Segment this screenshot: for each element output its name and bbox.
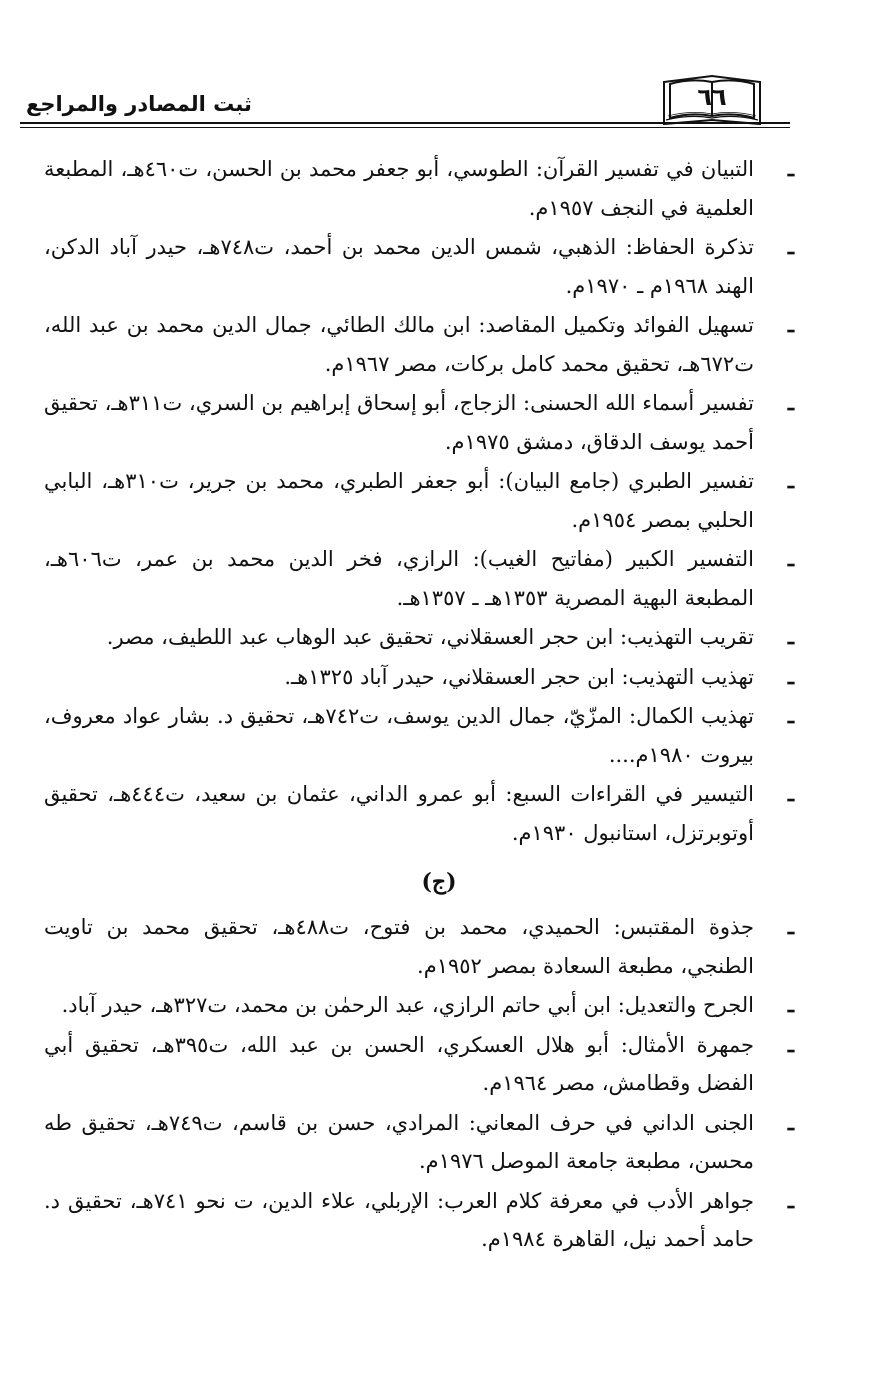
- entry-bullet: ـ: [787, 468, 794, 493]
- page-header: [20, 70, 790, 132]
- entry-bullet: ـ: [787, 156, 794, 181]
- header-rule-thin: [20, 127, 790, 128]
- bibliography-entry: [44, 775, 794, 852]
- entry-bullet: ـ: [787, 1031, 794, 1057]
- bibliography-entry: [44, 384, 794, 461]
- bibliography-entry: [44, 908, 794, 985]
- bibliography-entry: [44, 150, 794, 227]
- bibliography-entry: [44, 1026, 794, 1103]
- bibliography-entry: [44, 1104, 794, 1181]
- entry-bullet: ـ: [787, 624, 794, 649]
- entry-text: تقريب التهذيب: ابن حجر العسقلاني، تحقيق عبد الوهاب عبد اللطيف، مصر.: [106, 625, 754, 649]
- entry-text: تهذيب التهذيب: ابن حجر العسقلاني، حيدر آباد ١٣٢٥هـ.: [284, 664, 754, 689]
- entry-text: جواهر الأدب في معرفة كلام العرب: الإربلي، علاء الدين، ت نحو ٧٤١هـ، تحقيق د. حامد أحمد نيل، القاهرة ١٩٨٤م.: [44, 1188, 754, 1251]
- bibliography-list: [44, 150, 794, 1260]
- entry-bullet: ـ: [787, 390, 794, 415]
- entry-bullet: ـ: [787, 663, 794, 689]
- running-title: ثبت المصادر والمراجع: [26, 92, 252, 116]
- section-heading: (ج): [421, 869, 457, 895]
- bibliography-entry: [44, 306, 794, 383]
- bibliography-entry: [44, 986, 794, 1025]
- bibliography-entry: [44, 540, 794, 617]
- entry-text: التيسير في القراءات السبع: أبو عمرو الداني، عثمان بن سعيد، ت٤٤٤هـ، تحقيق أوتوبرتزل، استانبول ١٩٣٠م.: [44, 782, 754, 845]
- page-number: ٦٦: [697, 83, 727, 111]
- entry-text: الجرح والتعديل: ابن أبي حاتم الرازي، عبد الرحمٰن بن محمد، ت٣٢٧هـ، حيدر آباد.: [61, 993, 754, 1017]
- entry-text: تهذيب الكمال: المزّيّ، جمال الدين يوسف، ت٧٤٢هـ، تحقيق د. بشار عواد معروف، بيروت ١٩٨٠م....: [44, 704, 754, 767]
- entry-text: تذكرة الحفاظ: الذهبي، شمس الدين محمد بن أحمد، ت٧٤٨هـ، حيدر آباد الدكن، الهند ١٩٦٨م ـ ١٩٧٠م.: [44, 235, 754, 298]
- entry-bullet: ـ: [787, 1187, 794, 1213]
- entry-text: تفسير أسماء الله الحسنى: الزجاج، أبو إسحاق إبراهيم بن السري، ت٣١١هـ، تحقيق أحمد يوسف الدقاق، دمشق ١٩٧٥م.: [44, 391, 754, 454]
- bibliography-entry: [44, 1182, 794, 1259]
- header-rule-thick: [20, 122, 790, 124]
- bibliography-entry: [44, 462, 794, 539]
- bibliography-entry: [44, 618, 794, 657]
- bibliography-entry: [44, 658, 794, 697]
- entry-text: الجنى الداني في حرف المعاني: المرادي، حسن بن قاسم، ت٧٤٩هـ، تحقيق طه محسن، مطبعة جامعة الموصل ١٩٧٦م.: [44, 1110, 754, 1173]
- entry-text: تفسير الطبري (جامع البيان): أبو جعفر الطبري، محمد بن جرير، ت٣١٠هـ، البابي الحلبي بمصر ١٩٥٤م.: [44, 469, 754, 532]
- entry-text: جذوة المقتبس: الحميدي، محمد بن فتوح، ت٤٨٨هـ، تحقيق محمد بن تاويت الطنجي، مطبعة السعادة بمصر ١٩٥٢م.: [44, 915, 754, 978]
- entry-text: التبيان في تفسير القرآن: الطوسي، أبو جعفر محمد بن الحسن، ت٤٦٠هـ، المطبعة العلمية في النجف ١٩٥٧م.: [44, 157, 754, 220]
- entry-bullet: ـ: [787, 1109, 794, 1135]
- entry-text: جمهرة الأمثال: أبو هلال العسكري، الحسن بن عبد الله، ت٣٩٥هـ، تحقيق أبي الفضل وقطامش، مصر ١٩٦٤م.: [44, 1032, 754, 1095]
- entry-bullet: ـ: [787, 992, 794, 1017]
- entry-bullet: ـ: [787, 781, 794, 806]
- entry-bullet: ـ: [787, 703, 794, 728]
- entry-bullet: ـ: [787, 234, 794, 259]
- bibliography-entry: [44, 228, 794, 305]
- entry-bullet: ـ: [787, 312, 794, 337]
- entry-text: تسهيل الفوائد وتكميل المقاصد: ابن مالك الطائي، جمال الدين محمد بن عبد الله، ت٦٧٢هـ، تحقيق محمد كامل بركات، مصر ١٩٦٧م.: [44, 313, 754, 376]
- entry-text: التفسير الكبير (مفاتيح الغيب): الرازي، فخر الدين محمد بن عمر، ت٦٠٦هـ، المطبعة البهية المصرية ١٣٥٣هـ ـ ١٣٥٧هـ.: [44, 547, 754, 610]
- bibliography-entry: [44, 697, 794, 774]
- entry-bullet: ـ: [787, 914, 794, 939]
- entry-bullet: ـ: [787, 546, 794, 571]
